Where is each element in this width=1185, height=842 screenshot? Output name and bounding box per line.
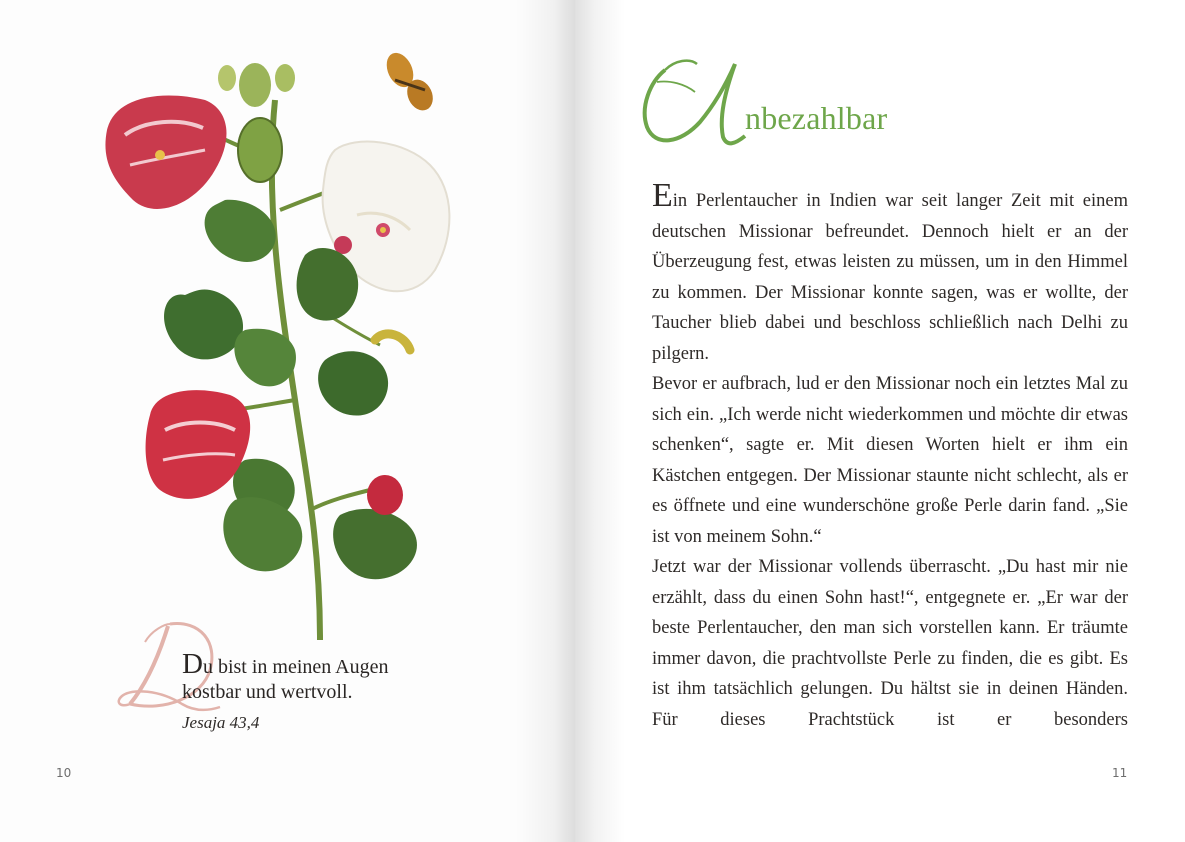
- decorative-initial-u-icon: [635, 52, 755, 152]
- gutter-shadow-left: [515, 0, 575, 842]
- paragraph-3: Jetzt war der Missionar vollends überrascht. „Du hast mir nie erzählt, dass du einen Sohn hast!“, entgegnete er. „Er war der beste Perlentaucher, den man sich vorstellen kann. Er träumte immer davon, die prachtvollste Perle zu finden, die es gibt. Es ist ihm tatsächlich gelungen. Du hältst sie in deinen Händen. Für dieses Prachtstück ist er besonders: [652, 557, 1128, 730]
- body-text: [652, 177, 1128, 735]
- quote-line-2: kostbar und wertvoll.: [182, 681, 353, 703]
- scripture-quote: [110, 612, 470, 752]
- gutter-shadow-right: [575, 0, 625, 842]
- paragraph-1: [652, 177, 1128, 369]
- left-page: [0, 0, 575, 842]
- botanical-flower-illustration-icon: [95, 40, 455, 645]
- paragraph-2: Bevor er aufbrach, lud er den Missionar noch ein letztes Mal zu sich ein. „Ich werde nicht wiederkommen und möchte dir etwas schenken“, sagte er. Mit diesen Worten hielt er ihm ein Kästchen entgegen. Der Missionar staunte nicht schlecht, als er es öffnete und eine wunderschöne große Perle darin fand. „Sie ist von meinem Sohn.“: [652, 374, 1128, 547]
- quote-line-1: [182, 650, 389, 681]
- quote-initial-letter: D: [182, 648, 203, 680]
- quote-source: Jesaja 43,4: [182, 713, 260, 732]
- page-number-right: 11: [1112, 766, 1128, 780]
- chapter-title: nbezahlbar: [745, 100, 888, 136]
- body-initial-letter: E: [652, 177, 673, 214]
- chapter-heading: [635, 52, 1035, 162]
- page-number-left: 10: [56, 766, 72, 780]
- quote-line-1-text: u bist in meinen Augen: [202, 656, 389, 678]
- right-page: [575, 0, 1185, 842]
- paragraph-1-text: in Perlentaucher in Indien war seit langer Zeit mit einem deutschen Missionar befreundet. Dennoch hielt er an der Überzeugung fest, etwas leisten zu müssen, um in den Himmel zu kommen. Der Missionar konnte sagen, was er wollte, der Taucher blieb dabei und beschloss schließlich nach Delhi zu pilgern.: [652, 191, 1128, 364]
